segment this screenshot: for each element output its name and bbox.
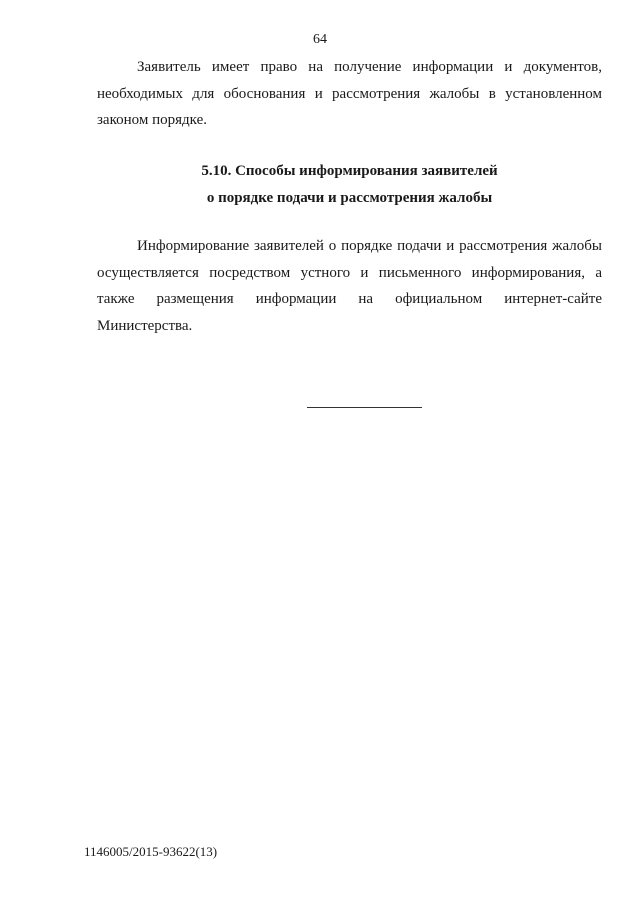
page-number: 64 xyxy=(313,32,327,47)
section-heading-line-1: 5.10. Способы информирования заявителей xyxy=(201,163,498,179)
document-code: 1146005/2015-93622(13) xyxy=(84,844,218,859)
section-heading xyxy=(97,158,602,212)
paragraph-informing-applicants: Информирование заявителей о порядке подачи и рассмотрения жалобы осуществляется посредством устного и письменного информирования, а также размещения информации на официальном интернет-сайте Министерства. xyxy=(97,238,602,334)
end-divider xyxy=(307,407,422,408)
paragraph-right-to-information: Заявитель имеет право на получение информации и документов, необходимых для обоснования и рассмотрения жалобы в установленном законом порядке. xyxy=(97,59,602,128)
section-heading-line-2: о порядке подачи и рассмотрения жалобы xyxy=(206,190,493,206)
